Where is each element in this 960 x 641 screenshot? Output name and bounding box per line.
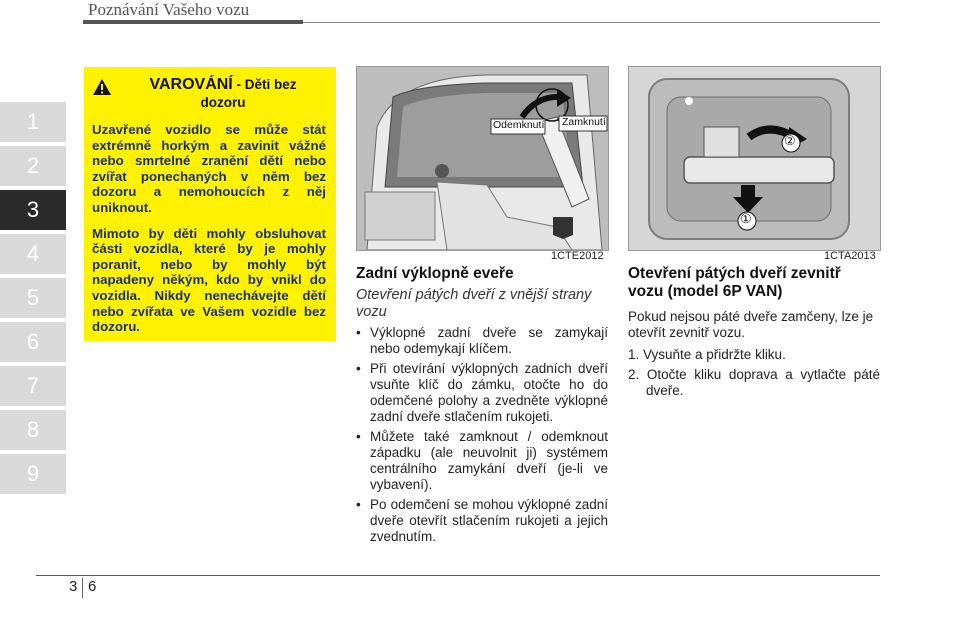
- chapter-tab-3[interactable]: 3: [0, 190, 66, 230]
- warning-paragraph-1: Uzavřené vozidlo se může stát extrémně horkým a zavinit vážné nebo smrtelné zranění dětí nebo zvířat ponechaných v něm bez dozoru a nemohoucích z něj uniknout.: [92, 122, 326, 215]
- label-lock: Zamknutí: [562, 116, 606, 128]
- chapter-tab-9[interactable]: 9: [0, 454, 66, 494]
- section-tailgate: [356, 265, 608, 549]
- warning-title-main: VAROVÁNÍ: [149, 76, 233, 93]
- chapter-tab-4[interactable]: 4: [0, 234, 66, 274]
- list-item: • Při otevírání výklopných zadních dveří vsuňte klíč do zámku, otočte ho do odemčené polohy a zvedněte výklopné zadní dveře stlačením rukojeti.: [356, 361, 608, 425]
- marker-2: ②: [784, 133, 796, 148]
- header-rule: [83, 20, 303, 24]
- figure1-code: 1CTE2012: [551, 250, 604, 262]
- marker-1: ①: [740, 211, 752, 226]
- list-item: 2. Otočte kliku doprava a vytlačte páté dveře.: [628, 367, 880, 398]
- header-title: Poznávání Vašeho vozu: [88, 0, 250, 19]
- chapter-tab-8[interactable]: 8: [0, 410, 66, 450]
- footer-rule: [36, 575, 880, 576]
- page-number-separator: [82, 578, 83, 598]
- chapter-tabs: [0, 102, 66, 498]
- tailgate-drawing: [357, 67, 608, 250]
- warning-box: [84, 67, 336, 341]
- inside-handle-drawing: [629, 67, 880, 250]
- warning-title-line2: dozoru: [200, 95, 246, 110]
- page-number-page: 6: [88, 578, 97, 595]
- section-title: Zadní výklopně eveře: [356, 265, 514, 282]
- warning-title-rest: - Děti bez: [232, 77, 297, 92]
- list-item: • Po odemčení se mohou výklopné zadní dveře otevřít stlačením rukojeti a jejich zvednutím.: [356, 497, 608, 545]
- chapter-tab-7[interactable]: 7: [0, 366, 66, 406]
- bullet-list: [356, 325, 608, 545]
- section-intro: Pokud nejsou páté dveře zamčeny, lze je otevřít zevnitř vozu.: [628, 309, 874, 340]
- figure2-code: 1CTA2013: [824, 250, 876, 262]
- section-subtitle: Otevření pátých dveří z vnější strany vozu: [356, 287, 592, 320]
- list-item: 1. Vysuňte a přidržte kliku.: [628, 347, 786, 362]
- chapter-tab-5[interactable]: 5: [0, 278, 66, 318]
- steps-list: [628, 347, 880, 399]
- inside-handle-illustration: [628, 66, 881, 251]
- list-item: • Můžete také zamknout / odemknout západku (ale neuvolnit ji) systémem centrálního zamykání dveří (je-li ve vybavení).: [356, 429, 608, 493]
- label-unlock: Odemknutí: [493, 119, 545, 131]
- section-inside-opening: [628, 265, 880, 403]
- warning-paragraph-2: Mimoto by děti mohly obsluhovat části vozidla, které by je mohly poranit, nebo by mohly být napadeny někým, kdo by vnikl do vozidla. Nikdy nenechávejte dětí nebo zvířata ve Vašem vozidle bez dozoru.: [92, 225, 326, 335]
- chapter-tab-2[interactable]: 2: [0, 146, 66, 186]
- warning-title: [118, 76, 328, 112]
- chapter-tab-6[interactable]: 6: [0, 322, 66, 362]
- section-title: Otevření pátých dveří zevnitř vozu (model 6P VAN): [628, 265, 841, 300]
- warning-triangle-icon: [92, 78, 112, 96]
- page-number-chapter: 3: [69, 578, 78, 595]
- list-item: • Výklopné zadní dveře se zamykají nebo odemykají klíčem.: [356, 325, 608, 357]
- tailgate-illustration: [356, 66, 609, 251]
- chapter-tab-1[interactable]: 1: [0, 102, 66, 142]
- header-rule-thin: [303, 22, 880, 23]
